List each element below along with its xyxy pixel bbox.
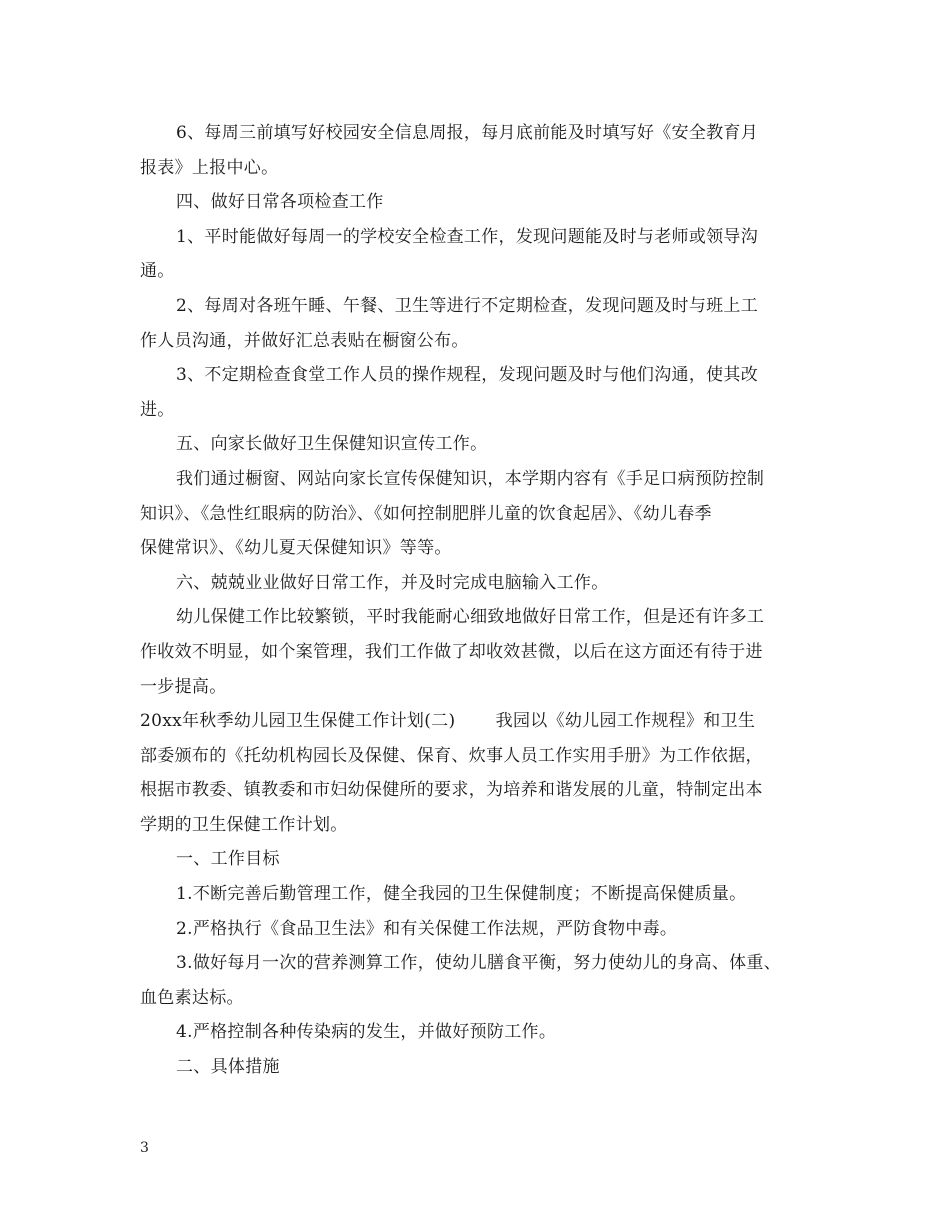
text-line: 进。 xyxy=(140,399,175,420)
text-line: 作收效不明显，如个案管理，我们工作做了却收效甚微，以后在这方面还有待于进 xyxy=(140,641,763,662)
text-line: 一步提高。 xyxy=(140,676,227,697)
text-line: 二、具体措施 xyxy=(176,1057,280,1078)
document-body xyxy=(140,116,820,1085)
text-line: 六、兢兢业业做好日常工作，并及时完成电脑输入工作。 xyxy=(176,572,609,593)
text-line: 血色素达标。 xyxy=(140,987,244,1008)
text-line: 五、向家长做好卫生保健知识宣传工作。 xyxy=(176,434,488,455)
text-line: 部委颁布的《托幼机构园长及保健、保育、炊事人员工作实用手册》为工作依据， xyxy=(140,745,763,766)
text-line: 6、每周三前填写好校园安全信息周报，每月底前能及时填写好《安全教育月 xyxy=(176,123,759,143)
text-line: 学期的卫生保健工作计划。 xyxy=(140,814,348,835)
text-line: 根据市教委、镇教委和市妇幼保健所的要求，为培养和谐发展的儿童，特制定出本 xyxy=(140,780,763,801)
text-line: 4.严格控制各种传染病的发生，并做好预防工作。 xyxy=(176,1022,557,1043)
text-line: 保健常识》、《幼儿夏天保健知识》等等。 xyxy=(140,538,452,559)
text-line: 3.做好每月一次的营养测算工作，使幼儿膳食平衡，努力使幼儿的身高、体重、 xyxy=(176,953,782,974)
text-line: 一、工作目标 xyxy=(176,849,280,870)
text-line: 20xx年秋季幼儿园卫生保健工作计划(二) 我园以《幼儿园工作规程》和卫生 xyxy=(140,711,756,732)
page-number: 3 xyxy=(140,1140,149,1156)
text-line: 1.不断完善后勤管理工作，健全我园的卫生保健制度；不断提高保健质量。 xyxy=(176,884,747,905)
text-line: 知识》、《急性红眼病的防治》、《如何控制肥胖儿童的饮食起居》、《幼儿春季 xyxy=(140,503,712,524)
text-line: 1、平时能做好每周一的学校安全检查工作，发现问题能及时与老师或领导沟 xyxy=(176,226,759,247)
text-line: 报表》上报中心。 xyxy=(140,157,279,178)
text-line: 幼儿保健工作比较繁锁，平时我能耐心细致地做好日常工作，但是还有许多工 xyxy=(176,607,765,628)
text-line: 通。 xyxy=(140,261,175,282)
text-line: 我们通过橱窗、网站向家长宣传保健知识，本学期内容有《手足口病预防控制 xyxy=(176,468,765,489)
text-line: 3、不定期检查食堂工作人员的操作规程，发现问题及时与他们沟通，使其改 xyxy=(176,365,759,386)
text-line: 2、每周对各班午睡、午餐、卫生等进行不定期检查，发现问题及时与班上工 xyxy=(176,295,759,316)
text-line: 作人员沟通，并做好汇总表贴在橱窗公布。 xyxy=(140,330,469,351)
text-line: 2.严格执行《食品卫生法》和有关保健工作法规，严防食物中毒。 xyxy=(176,918,678,939)
text-line: 四、做好日常各项检查工作 xyxy=(176,192,384,213)
